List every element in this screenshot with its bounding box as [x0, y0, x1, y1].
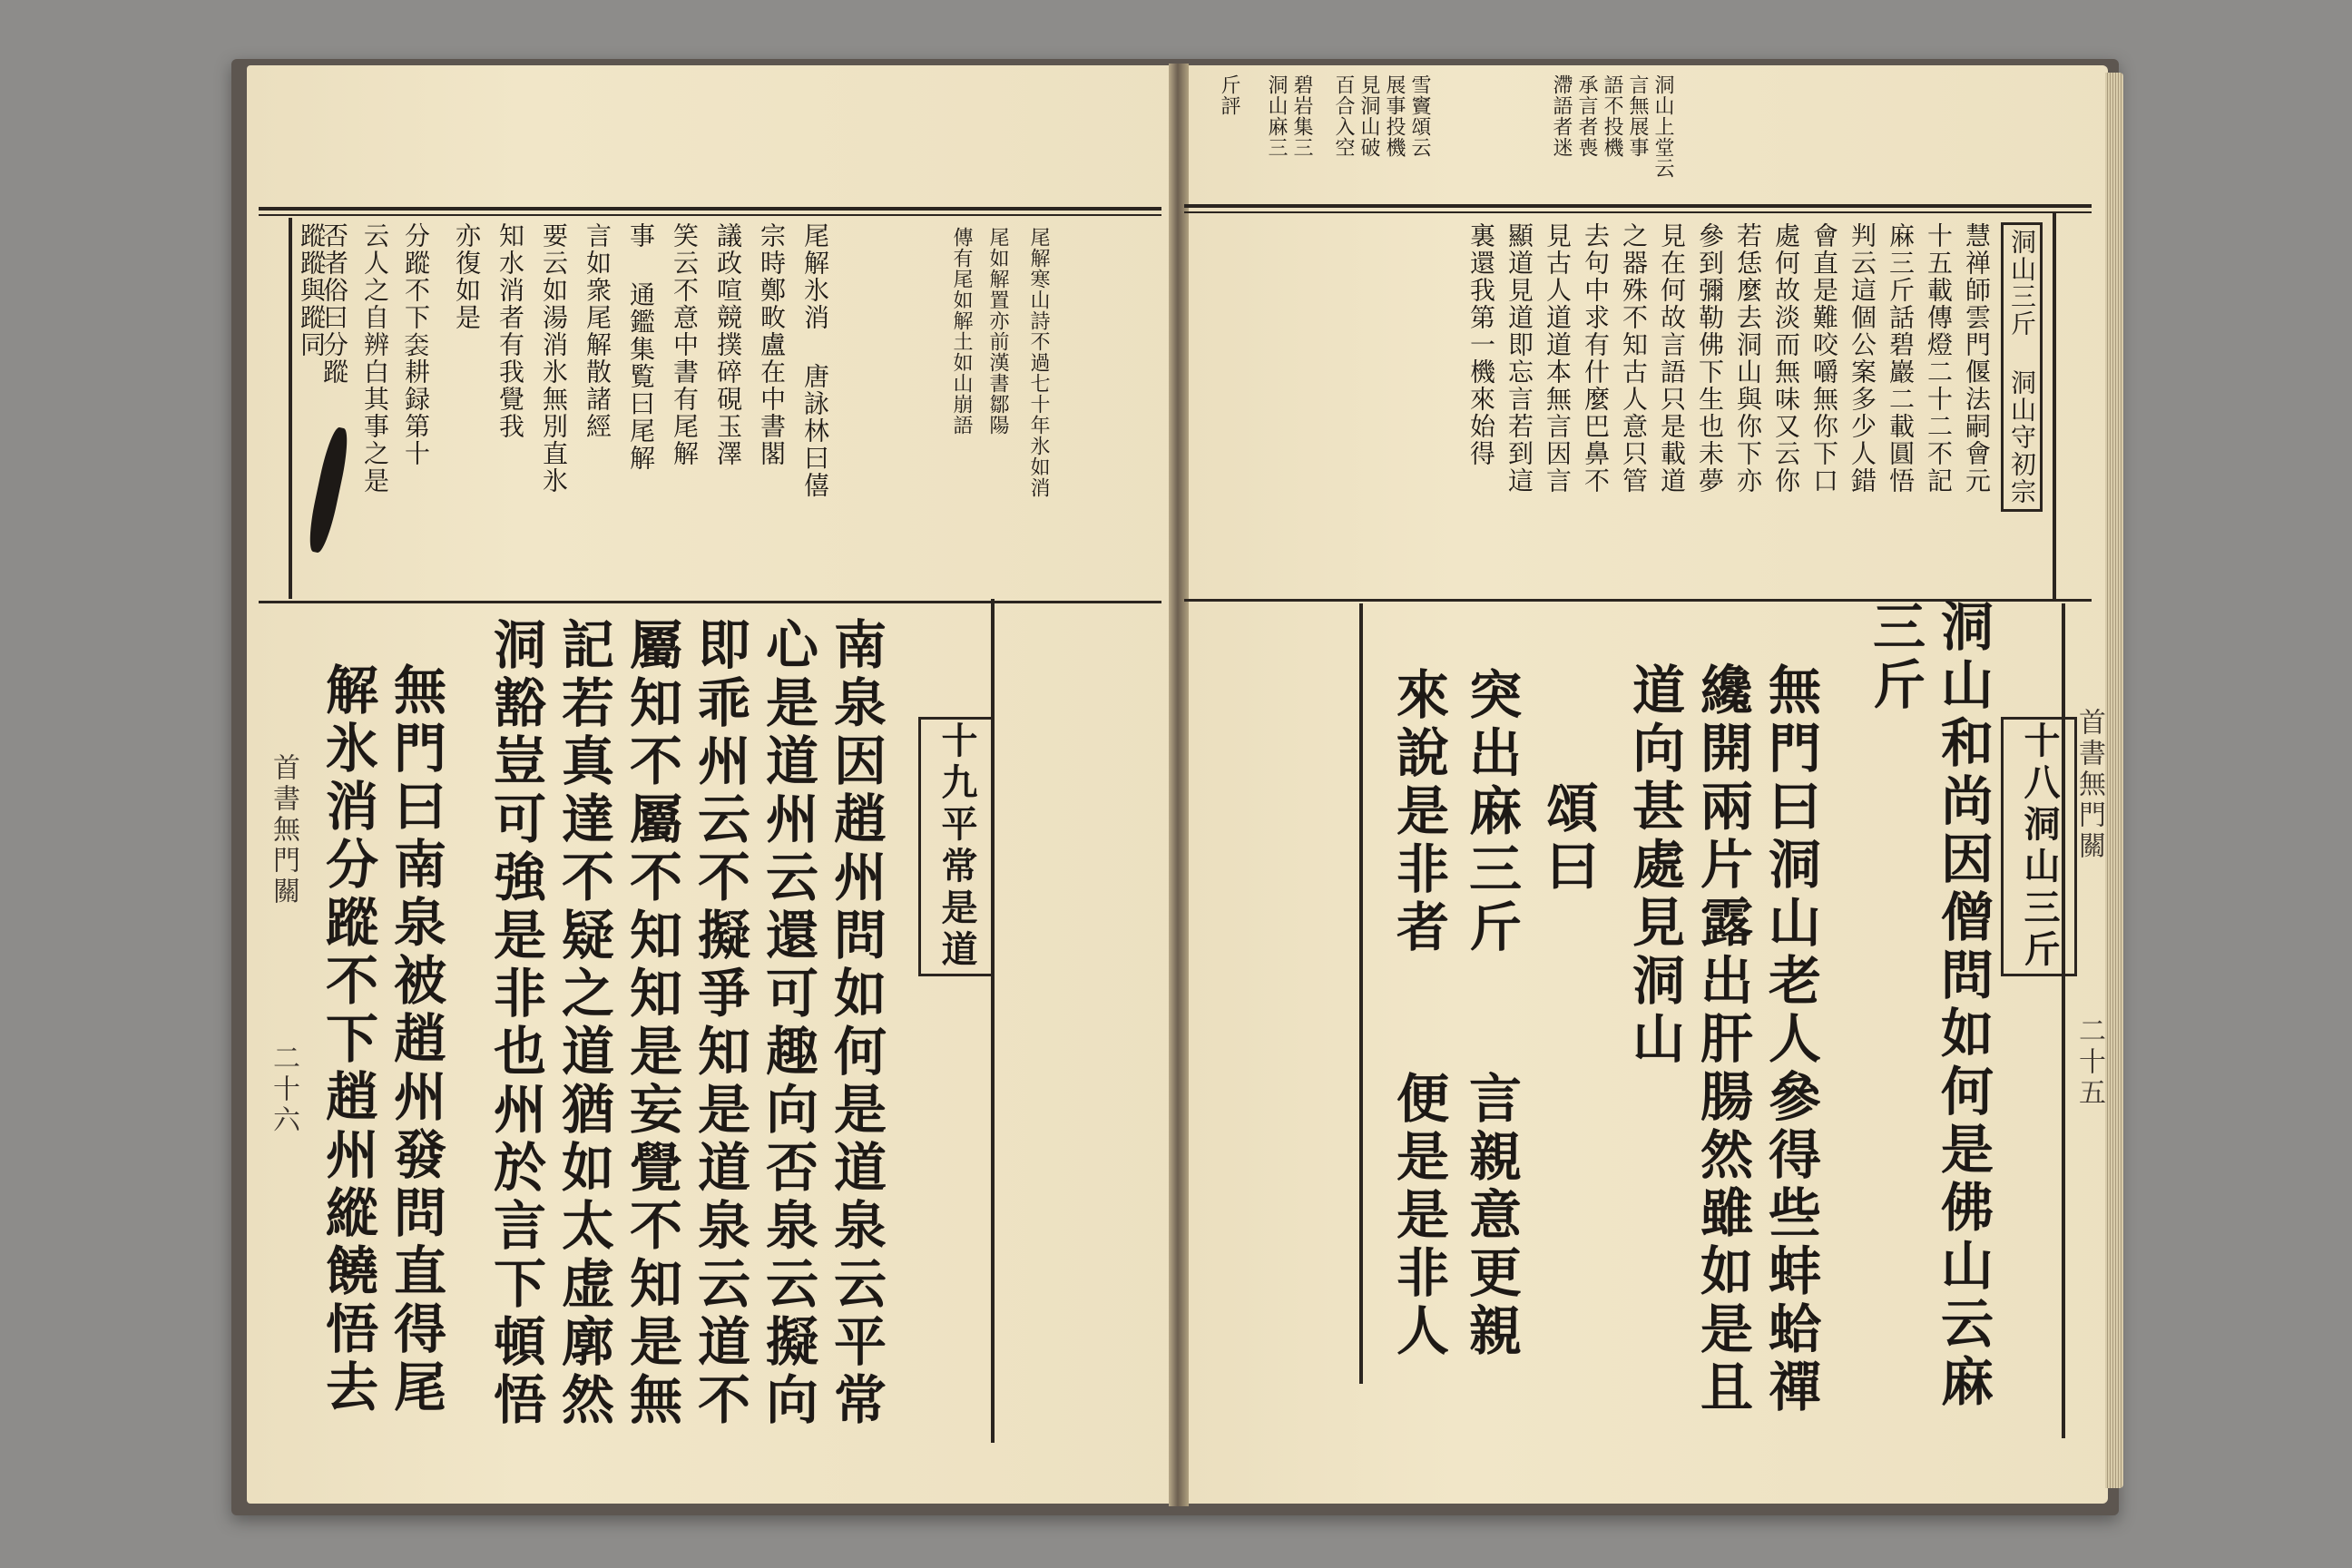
commentary-line: 知水消者有我覺我 — [495, 222, 525, 440]
top-note: 見洞山破 — [1357, 74, 1380, 158]
commentary-line: 云人之自辨白其事之是 — [360, 222, 390, 495]
commentary-line: 處何故淡而無味又云你 — [1771, 222, 1801, 495]
commentary-line: 見在何故言語只是載道 — [1657, 222, 1687, 495]
main-line: 解氷消分蹤不下趙州縱饒悟去 — [317, 662, 378, 1417]
commentary-line: 議政喧競撲碎硯玉澤 — [713, 222, 743, 467]
commentary-line: 顯道見道即忘言若到這 — [1504, 222, 1534, 495]
commentary-line: 亦復如是 — [452, 222, 482, 331]
left-page-number: 二十六 — [268, 1044, 299, 1136]
commentary-line: 慧禅師雲門偃法嗣會元 — [1962, 222, 1992, 495]
top-note: 滯語者迷 — [1550, 74, 1573, 158]
top-note: 語不投機 — [1601, 74, 1623, 158]
right-margin-title: 首書無門關 — [2073, 708, 2105, 862]
main-line: 即乖州云不擬爭知是道泉云道不 — [689, 617, 750, 1430]
main-line: 纔開兩片露出肝腸然雖如是且 — [1691, 662, 1753, 1417]
commentary-line: 見古人道道本無言因言 — [1543, 222, 1573, 495]
commentary-line: 裏還我第一機來始得 — [1466, 222, 1496, 467]
main-line: 無門曰洞山老人參得些蚌蛤禪 — [1759, 662, 1821, 1417]
verse-label: 頌曰 — [1537, 780, 1599, 897]
section-number-tag: 十八洞山三斤 — [2001, 717, 2077, 976]
commentary-line: 尾解氷消 唐詠林曰僖 — [800, 222, 830, 499]
verse-line: 來說是非者 — [1387, 667, 1449, 957]
commentary-line: 笑云不意中書有尾解 — [670, 222, 700, 467]
main-line: 道向甚處見洞山 — [1623, 662, 1685, 1069]
main-line: 心是道州云還可趣向否泉云擬向 — [757, 617, 818, 1430]
main-line: 無門曰南泉被趙州發問直得尾 — [385, 662, 446, 1417]
commentary-line: 判云這個公案多少人錯 — [1847, 222, 1877, 495]
commentary-line: 會直是難咬嚼無你下口 — [1809, 222, 1839, 495]
commentary-line: 事 通鑑集覧曰尾解 — [626, 222, 656, 472]
section-title — [918, 717, 995, 976]
commentary-line: 分蹤不下𧙐耕録第十 — [401, 222, 431, 467]
commentary-line: 若恁麼去洞山與你下亦 — [1733, 222, 1763, 495]
right-top-rule — [1184, 204, 2092, 208]
top-note: 承言者喪 — [1575, 74, 1598, 158]
main-line: 南泉因趙州問如何是道泉云平常 — [825, 617, 887, 1430]
main-line: 洞豁豈可強是非也州於言下頓悟 — [485, 617, 546, 1430]
top-note: 碧岩集三 — [1290, 74, 1313, 158]
main-line: 屬知不屬不知知是妄覺不知是無 — [621, 617, 682, 1430]
top-note: 洞山上堂云 — [1651, 74, 1674, 179]
top-note: 雪竇頌云 — [1408, 74, 1431, 158]
commentary-heading: 洞山三斤 洞山守初宗 — [2001, 222, 2043, 512]
top-note: 言無展事 — [1626, 74, 1649, 158]
right-page-number: 二十五 — [2073, 1016, 2105, 1109]
right-section-divider — [1359, 603, 1363, 1384]
right-commentary-border — [2053, 213, 2056, 599]
left-top-rule-thin — [259, 214, 1161, 216]
commentary-line: 否者俗曰分蹤 — [319, 222, 349, 386]
top-note: 洞山麻三 — [1265, 74, 1288, 158]
verse-line: 突出麻三斤 — [1460, 667, 1522, 957]
top-note: 斤評 — [1218, 74, 1240, 116]
commentary-line: 要云如湯消氷無別直氷 — [539, 222, 569, 495]
main-line: 洞山和尚因僧問如何是佛山云麻 — [1932, 599, 1994, 1412]
left-top-rule — [259, 207, 1161, 211]
commentary-line: 蹤蹤與蹤同 — [297, 222, 327, 358]
main-line: 三斤 — [1864, 599, 1926, 715]
top-note: 展事投機 — [1383, 74, 1406, 158]
commentary-line: 去句中求有什麼巴鼻不 — [1581, 222, 1611, 495]
verse-line: 便是是非人 — [1387, 1071, 1449, 1361]
commentary-line: 參到彌勒佛下生也未夢 — [1695, 222, 1725, 495]
commentary-line: 宗時鄭畋盧在中書閣 — [757, 222, 787, 467]
book-gutter — [1169, 64, 1189, 1506]
commentary-line: 麻三斤話碧巖二載圓悟 — [1886, 222, 1916, 495]
main-line: 記若真達不疑之道猶如太虚廓然 — [553, 617, 614, 1430]
commentary-line — [2001, 222, 2043, 512]
commentary-line: 之器殊不知古人意只管 — [1619, 222, 1649, 495]
commentary-line: 尾解寒山詩不過七十年氷如消 — [1027, 227, 1050, 498]
left-margin-title: 首書無門關 — [268, 753, 299, 907]
right-top-rule-thin — [1184, 211, 2092, 213]
verse-line: 言親意更親 — [1460, 1071, 1522, 1361]
commentary-line: 尾如解置亦前漢書鄒陽 — [986, 227, 1009, 436]
section-number-tag: 十九平常是道 — [918, 717, 995, 976]
section-title — [2001, 717, 2077, 976]
commentary-line: 傳有尾如解土如山崩語 — [950, 227, 973, 436]
commentary-line: 言如衆尾解散諸經 — [583, 222, 612, 440]
commentary-line: 十五載傳燈二十二不記 — [1924, 222, 1954, 495]
right-outer-border — [2062, 603, 2065, 1438]
left-commentary-border — [289, 218, 292, 599]
top-note: 百合入空 — [1332, 74, 1355, 158]
